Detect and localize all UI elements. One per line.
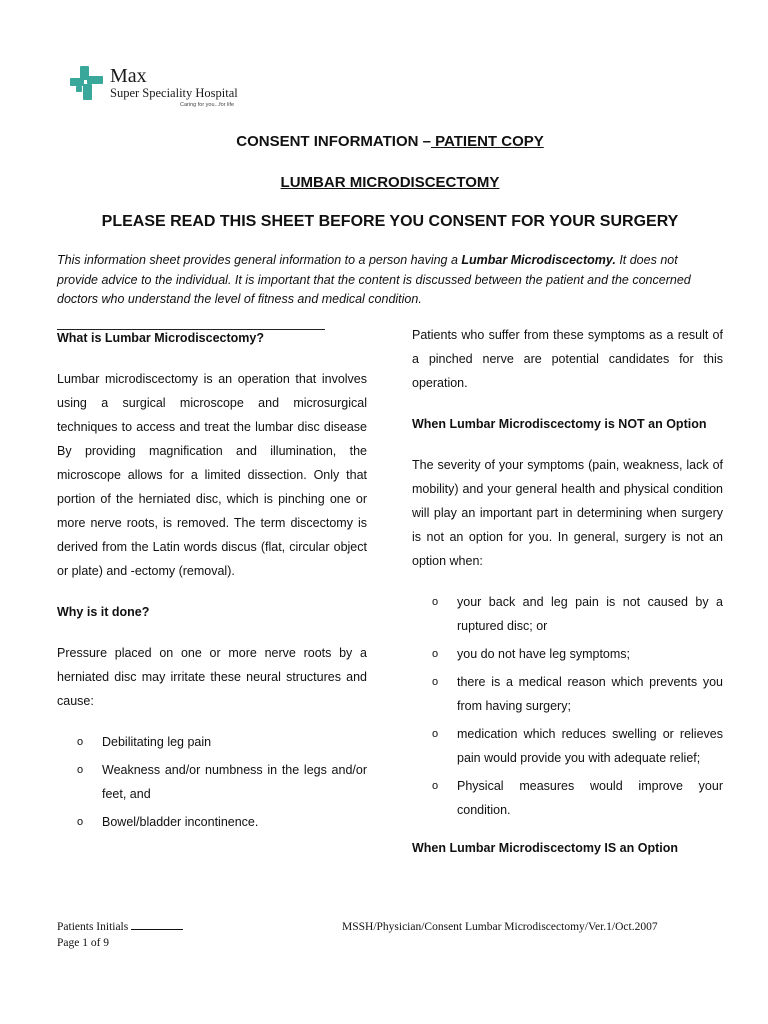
page-footer: [57, 919, 707, 951]
severity-paragraph: The severity of your symptoms (pain, weakness, lack of mobility) and your general health and physical condition will play an important part in determining when surgery is not an option for you. In general, surgery is not an option when:: [412, 458, 723, 568]
procedure-title: LUMBAR MICRODISCECTOMY: [280, 174, 500, 191]
initials-blank: [131, 919, 183, 930]
list-item: o your back and leg pain is not caused by a ruptured disc; or: [412, 590, 723, 638]
consent-title: [0, 133, 768, 150]
patient-copy-label: PATIENT COPY: [430, 133, 544, 150]
candidates-paragraph: Patients who suffer from these symptoms as a result of a pinched nerve are potential candidates for this operation.: [412, 328, 723, 390]
logo-name: Max: [110, 65, 147, 87]
bullet-glyph: o: [432, 676, 439, 688]
list-item: o medication which reduces swelling or relieves pain would provide you with adequate relief;: [412, 722, 723, 770]
section-heading-what-is: What is Lumbar Microdiscectomy?: [57, 331, 264, 345]
logo-fullname: Super Speciality Hospital: [110, 86, 238, 100]
bullet-glyph: o: [432, 596, 439, 608]
intro-text-1: This information sheet provides general information to a person having a: [57, 253, 462, 267]
logo-tagline: Caring for you...for life: [180, 102, 235, 108]
section-heading-is-option: When Lumbar Microdiscectomy IS an Option: [412, 841, 679, 855]
hospital-logo: [68, 64, 268, 114]
list-item: o Physical measures would improve your condition.: [412, 774, 723, 822]
symptom-list: [57, 730, 367, 834]
list-item: o you do not have leg symptoms;: [412, 642, 723, 666]
intro-text-2: It does not provide advice to the individual. It is important that the content is discussed between the patient and the concerned doctors who understand the level of fitness and medical condition.: [57, 253, 691, 306]
pressure-paragraph: Pressure placed on one or more nerve roots by a herniated disc may irritate these neural structures and cause:: [57, 646, 367, 708]
list-item: o Bowel/bladder incontinence.: [57, 810, 367, 834]
bullet-glyph: o: [432, 780, 439, 792]
list-item: o there is a medical reason which prevents you from having surgery;: [412, 670, 723, 718]
section-heading-why: Why is it done?: [57, 605, 150, 619]
page-number: Page 1 of 9: [57, 937, 110, 949]
consent-title-prefix: CONSENT INFORMATION –: [236, 133, 431, 150]
initials-label: Patients Initials: [57, 921, 129, 933]
right-column: [412, 323, 723, 877]
bullet-glyph: o: [432, 648, 439, 660]
bullet-glyph: o: [77, 764, 84, 776]
document-reference: MSSH/Physician/Consent Lumbar Microdiscectomy/Ver.1/Oct.2007: [342, 921, 658, 933]
intro-bold: Lumbar Microdiscectomy.: [461, 253, 616, 267]
bullet-glyph: o: [77, 736, 84, 748]
list-item: o Debilitating leg pain: [57, 730, 367, 754]
definition-paragraph: Lumbar microdiscectomy is an operation that involves using a surgical microscope and microsurgical techniques to access and treat the lumbar disc disease By providing magnification and illumination, the microscope allows for a limited dissection. Only that portion of the herniated disc, which is pinching one or more nerve roots, is removed. The term discectomy is derived from the Latin words discus (flat, circular object or plate) and -ectomy (removal).: [57, 372, 367, 578]
not-option-list: [412, 590, 723, 822]
bullet-glyph: o: [432, 728, 439, 740]
intro-paragraph: [57, 251, 721, 310]
bullet-glyph: o: [77, 816, 84, 828]
left-column: [57, 326, 367, 848]
section-heading-not-option: When Lumbar Microdiscectomy is NOT an Option: [412, 417, 707, 431]
list-item: o Weakness and/or numbness in the legs and/or feet, and: [57, 758, 367, 806]
read-notice: PLEASE READ THIS SHEET BEFORE YOU CONSENT FOR YOUR SURGERY: [101, 213, 679, 230]
medical-cross-icon: [68, 64, 108, 104]
